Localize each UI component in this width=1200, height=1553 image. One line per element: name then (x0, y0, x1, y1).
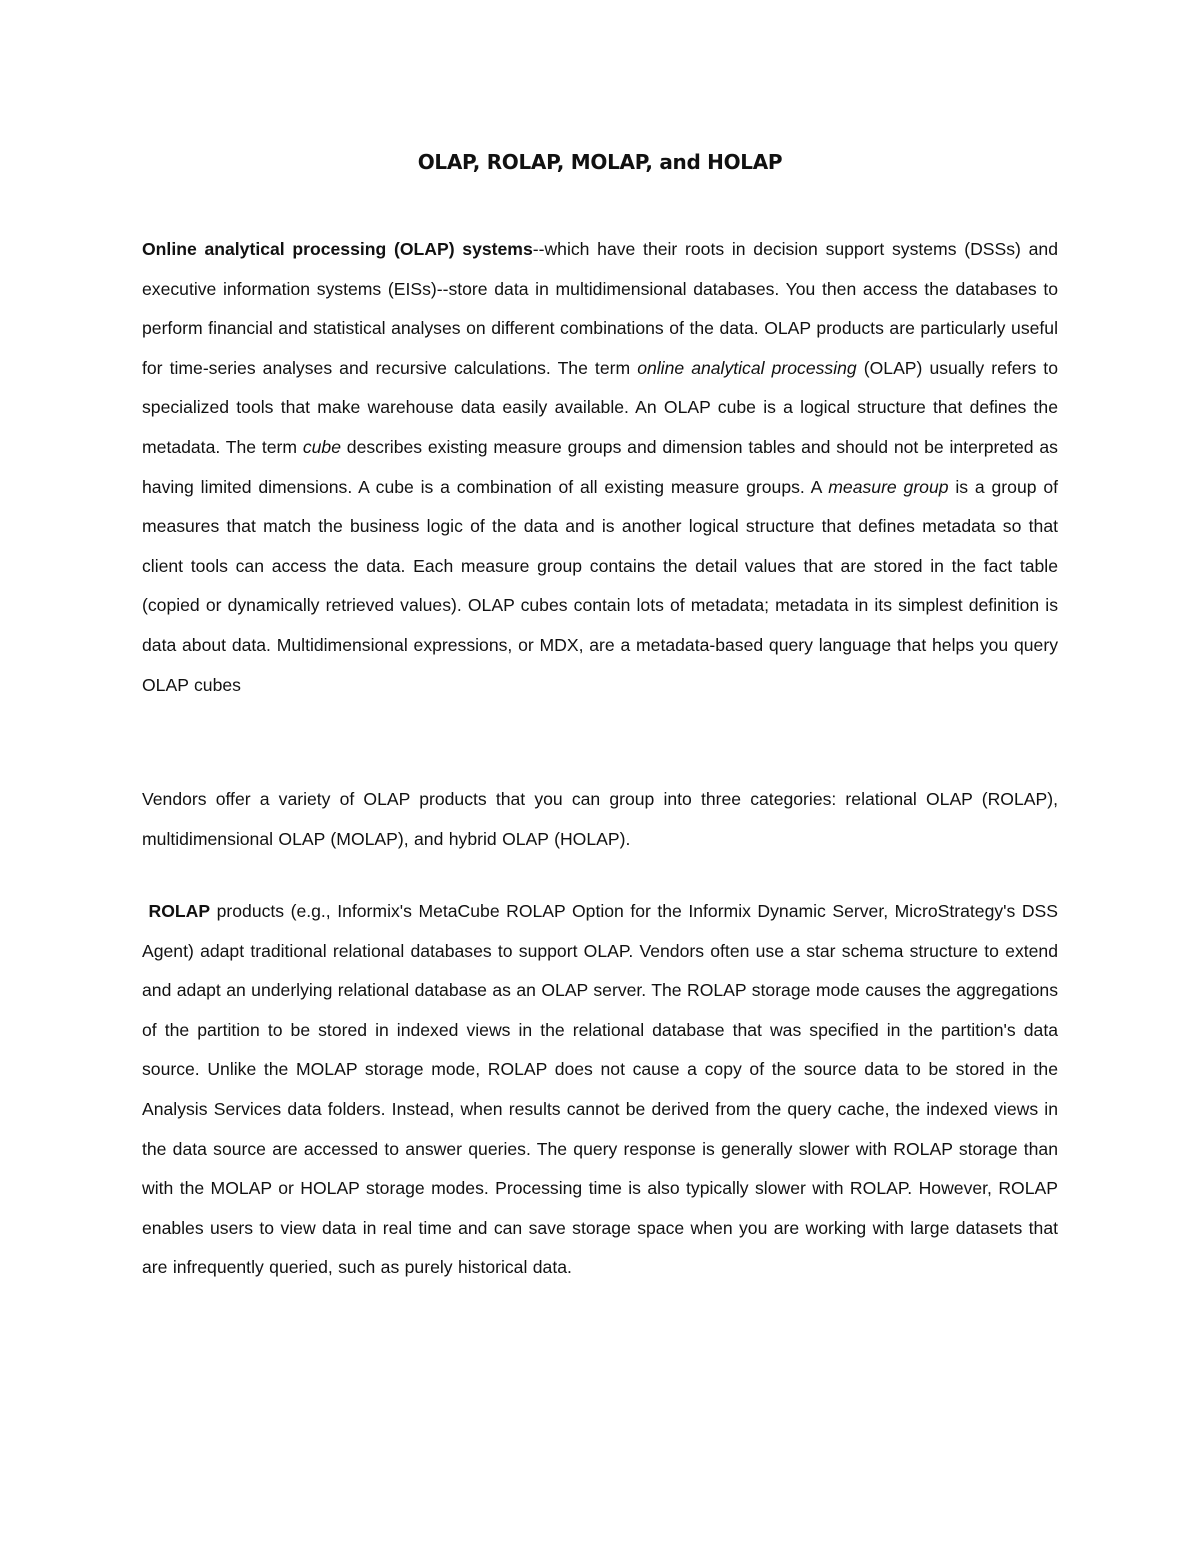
italic-term-cube: cube (302, 436, 341, 457)
paragraph-text: (OLAP) usually refers to specialized tools that make warehouse data easily available. An OLAP cube is a logical structure that defines the metadata. The term (142, 357, 1058, 457)
rolap-lead-term: ROLAP (148, 901, 211, 921)
paragraph-text: --which have their roots in decision support systems (DSSs) and executive information systems (EISs)--store data in multidimensional databases. You then access the databases to perform financial and statistical analyses on different combinations of the data. OLAP products are particularly useful for time-series analyses and recursive calculations. The term (142, 239, 1059, 378)
paragraph-text: products (e.g., Informix's MetaCube ROLAP Option for the Informix Dynamic Server, MicroStrategy's DSS Agent) adapt traditional relational databases to support OLAP. Vendors often use a star schema structure to extend and adapt an underlying relational database as an OLAP server. The ROLAP storage mode causes the aggregations of the partition to be stored in indexed views in the relational database that was specified in the partition's data source. Unlike the MOLAP storage mode, ROLAP does not cause a copy of the source data to be stored in the Analysis Services data folders. Instead, when results cannot be derived from the query cache, the indexed views in the data source are accessed to answer queries. The query response is generally slower with ROLAP storage than with the MOLAP or HOLAP storage modes. Processing time is also typically slower with ROLAP. However, ROLAP enables users to view data in real time and can save storage space when you are working with large datasets that are infrequently queried, such as purely historical data. (142, 901, 1058, 1278)
italic-term-measure-group: measure group (828, 476, 949, 497)
paragraph-olap-overview (142, 230, 1058, 705)
paragraph-rolap (142, 892, 1058, 1288)
document-title: OLAP, ROLAP, MOLAP, and HOLAP (417, 150, 783, 174)
paragraph-text: describes existing measure groups and dimension tables and should not be interpreted as having limited dimensions. A cube is a combination of all existing measure groups. A (142, 436, 1058, 497)
olap-lead-term: Online analytical processing (OLAP) systems (142, 239, 533, 259)
paragraph-olap-categories: Vendors offer a variety of OLAP products that you can group into three categories: relational OLAP (ROLAP), multidimensional OLAP (MOLAP), and hybrid OLAP (HOLAP). (142, 789, 1058, 849)
paragraph-text: is a group of measures that match the business logic of the data and is another logical structure that defines metadata so that client tools can access the data. Each measure group contains the detail values that are stored in the fact table (copied or dynamically retrieved values). OLAP cubes contain lots of metadata; metadata in its simplest definition is data about data. Multidimensional expressions, or MDX, are a metadata-based query language that helps you query OLAP cubes (142, 476, 1059, 695)
italic-term-online-analytical-processing: online analytical processing (637, 357, 857, 378)
